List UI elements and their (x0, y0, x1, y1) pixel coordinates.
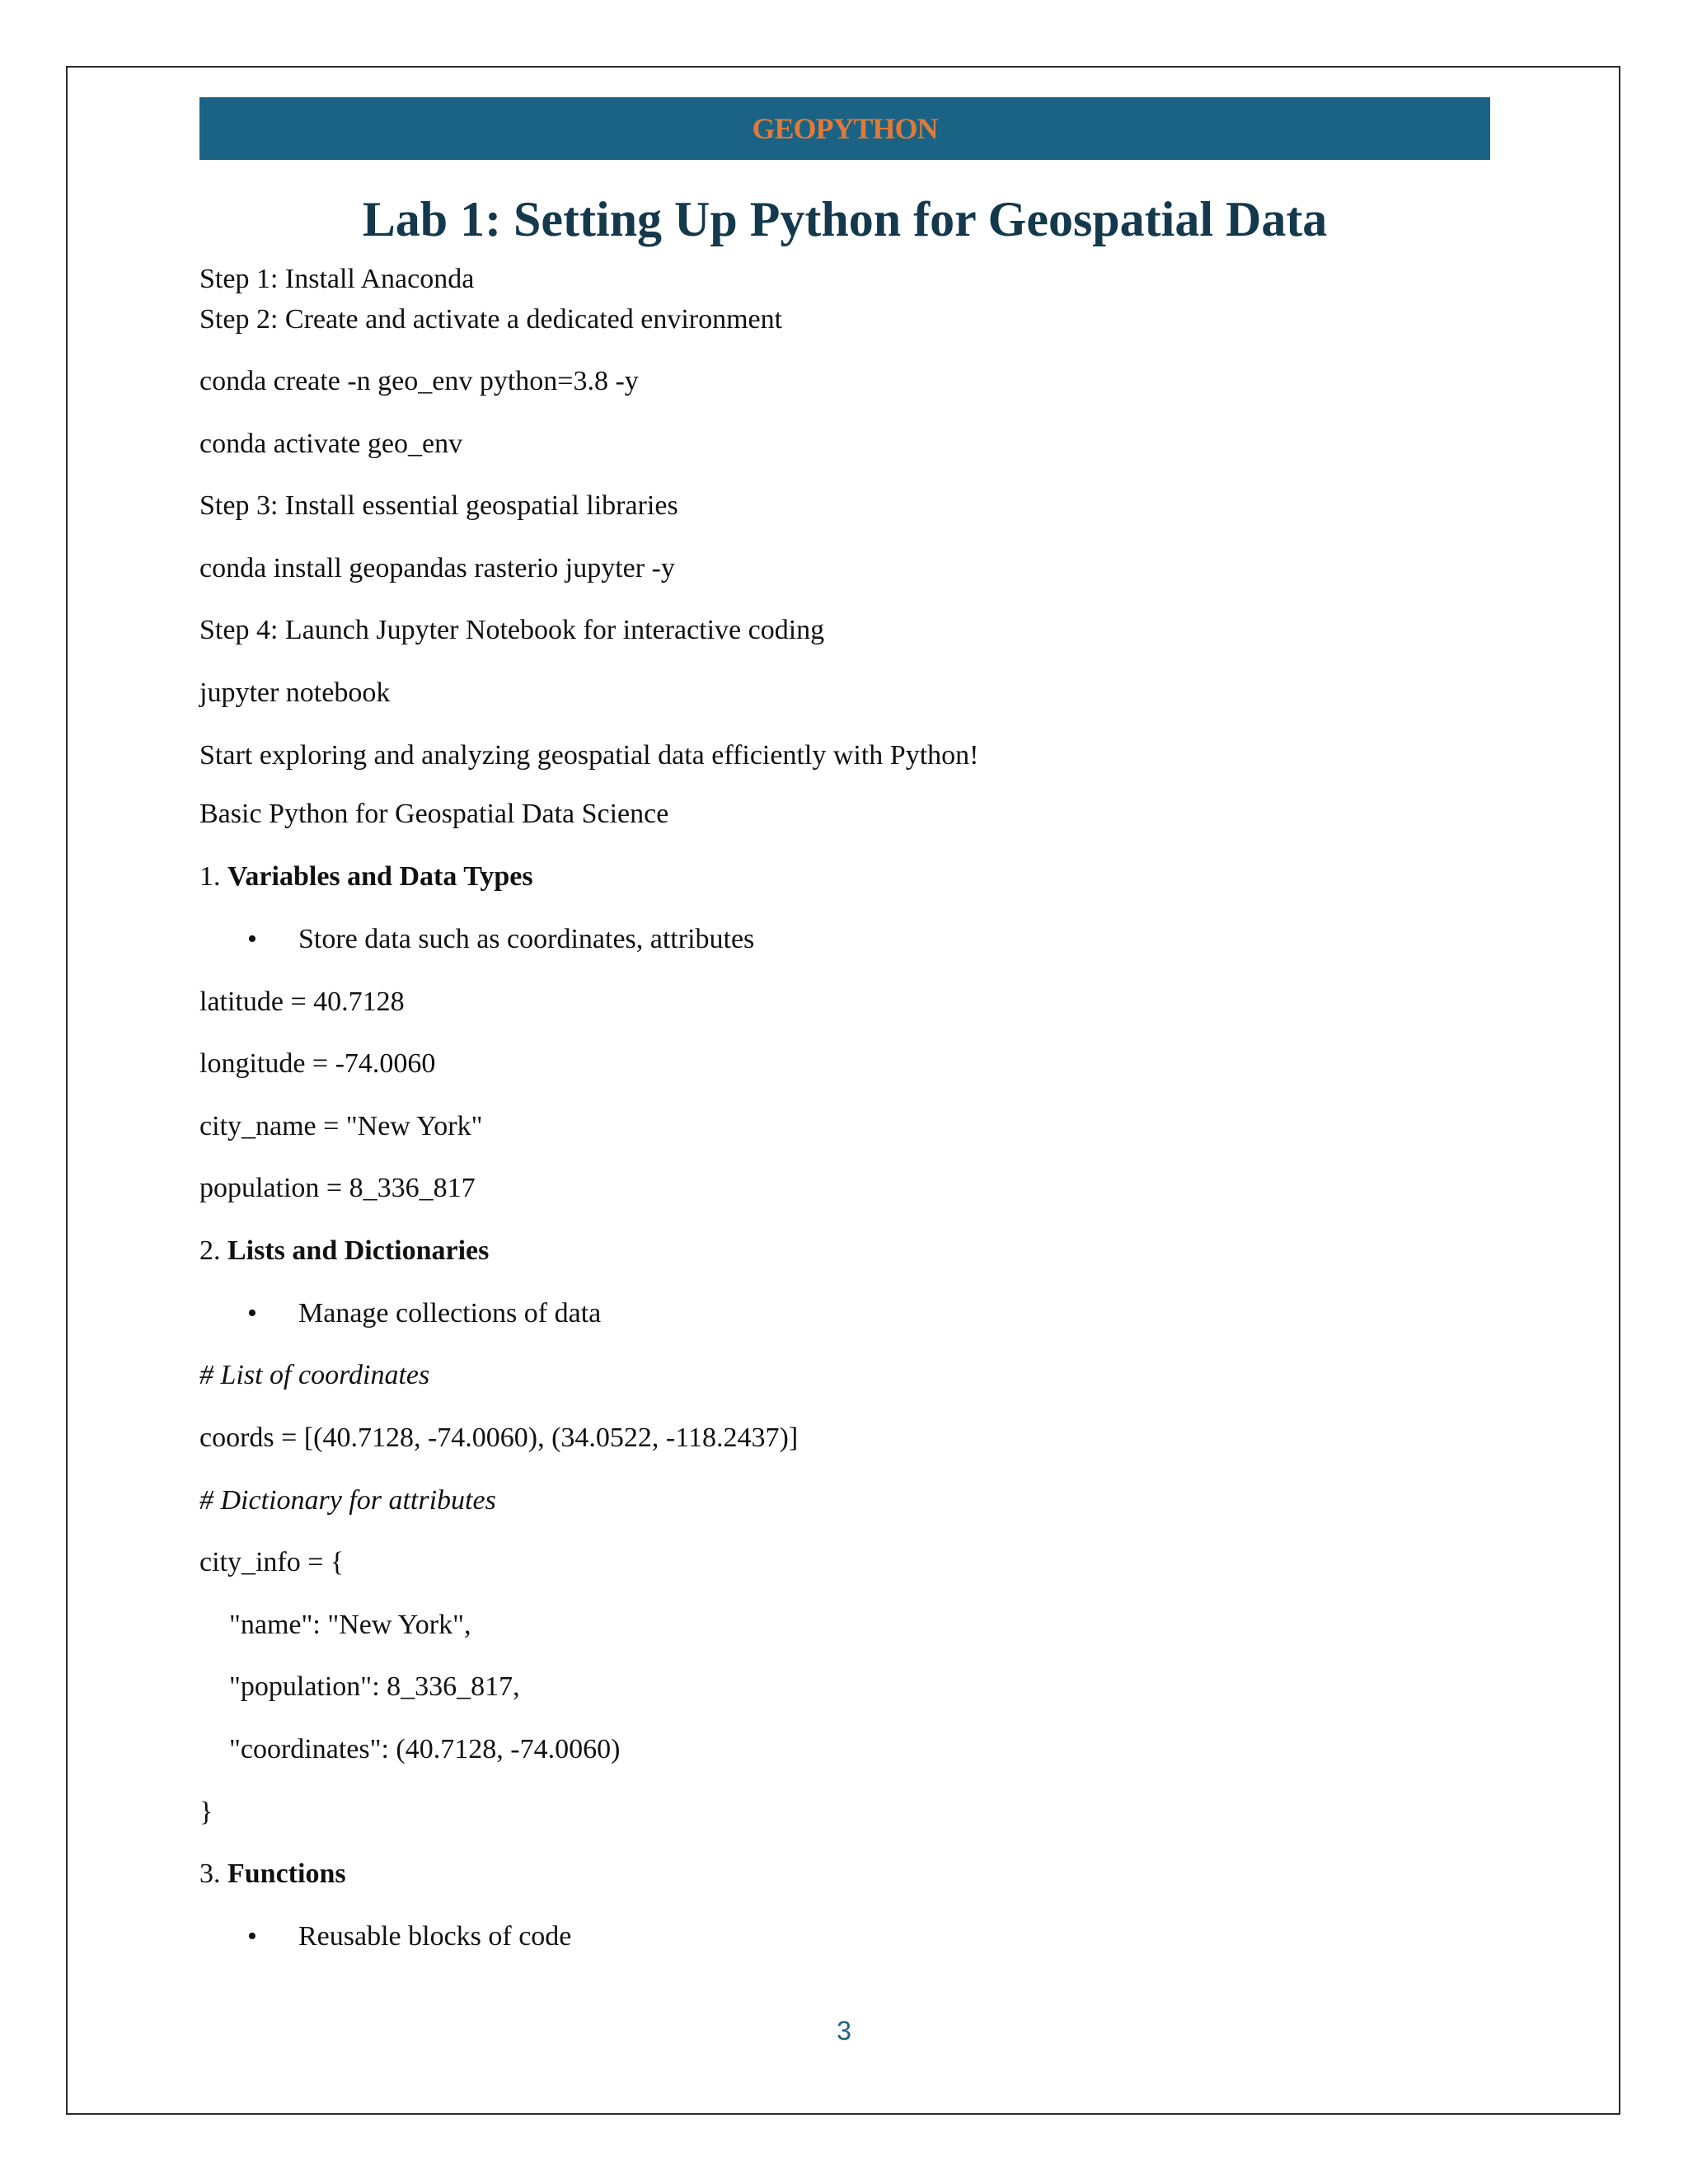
code-comment-dict: # Dictionary for attributes (199, 1485, 496, 1516)
header-bar (199, 97, 1490, 160)
section-3-bullet: Reusable blocks of code (298, 1921, 572, 1952)
section-1-heading (199, 863, 533, 891)
bullet-icon: • (247, 1298, 257, 1329)
code-latitude: latitude = 40.7128 (199, 987, 405, 1017)
page-title: Lab 1: Setting Up Python for Geospatial Data (362, 192, 1328, 246)
code-city-name: city_name = "New York" (199, 1111, 483, 1141)
step-1: Step 1: Install Anaconda (199, 264, 475, 294)
code-coords: coords = [(40.7128, -74.0060), (34.0522, -118.2437)] (199, 1422, 799, 1453)
code-longitude: longitude = -74.0060 (199, 1048, 436, 1079)
section-1-bullet: Store data such as coordinates, attributes (298, 924, 755, 954)
section-3-title: Functions (227, 1858, 346, 1889)
header-brand: GEOPYTHON (752, 112, 938, 145)
section-2-heading (199, 1237, 489, 1265)
code-dict-open: city_info = { (199, 1547, 345, 1577)
bullet-icon: • (247, 1921, 257, 1952)
section-2-number: 2. (199, 1235, 227, 1266)
code-population: population = 8_336_817 (199, 1173, 476, 1203)
cmd-jupyter: jupyter notebook (199, 677, 391, 708)
section-1-number: 1. (199, 861, 227, 892)
code-dict-name: "name": "New York", (229, 1610, 471, 1640)
cmd-activate-env: conda activate geo_env (199, 429, 463, 459)
code-dict-coordinates: "coordinates": (40.7128, -74.0060) (229, 1734, 621, 1765)
code-comment-list: # List of coordinates (199, 1360, 430, 1390)
cmd-create-env: conda create -n geo_env python=3.8 -y (199, 366, 639, 396)
section-3-number: 3. (199, 1858, 227, 1889)
step-2: Step 2: Create and activate a dedicated environment (199, 304, 783, 335)
section-2-title: Lists and Dictionaries (227, 1235, 490, 1266)
bullet-icon: • (247, 924, 257, 954)
section-3-heading (199, 1860, 346, 1888)
cmd-install-libraries: conda install geopandas rasterio jupyter -y (199, 553, 675, 583)
code-dict-population: "population": 8_336_817, (229, 1671, 520, 1702)
step-3: Step 3: Install essential geospatial libraries (199, 490, 678, 521)
closing-text: Start exploring and analyzing geospatial data efficiently with Python! (199, 740, 979, 771)
section-1-title: Variables and Data Types (227, 861, 533, 892)
page-number: 3 (837, 2016, 851, 2046)
section-2-bullet: Manage collections of data (298, 1298, 602, 1329)
basics-heading: Basic Python for Geospatial Data Science (199, 799, 669, 829)
step-4: Step 4: Launch Jupyter Notebook for interactive coding (199, 615, 825, 645)
code-dict-close: } (199, 1797, 213, 1827)
